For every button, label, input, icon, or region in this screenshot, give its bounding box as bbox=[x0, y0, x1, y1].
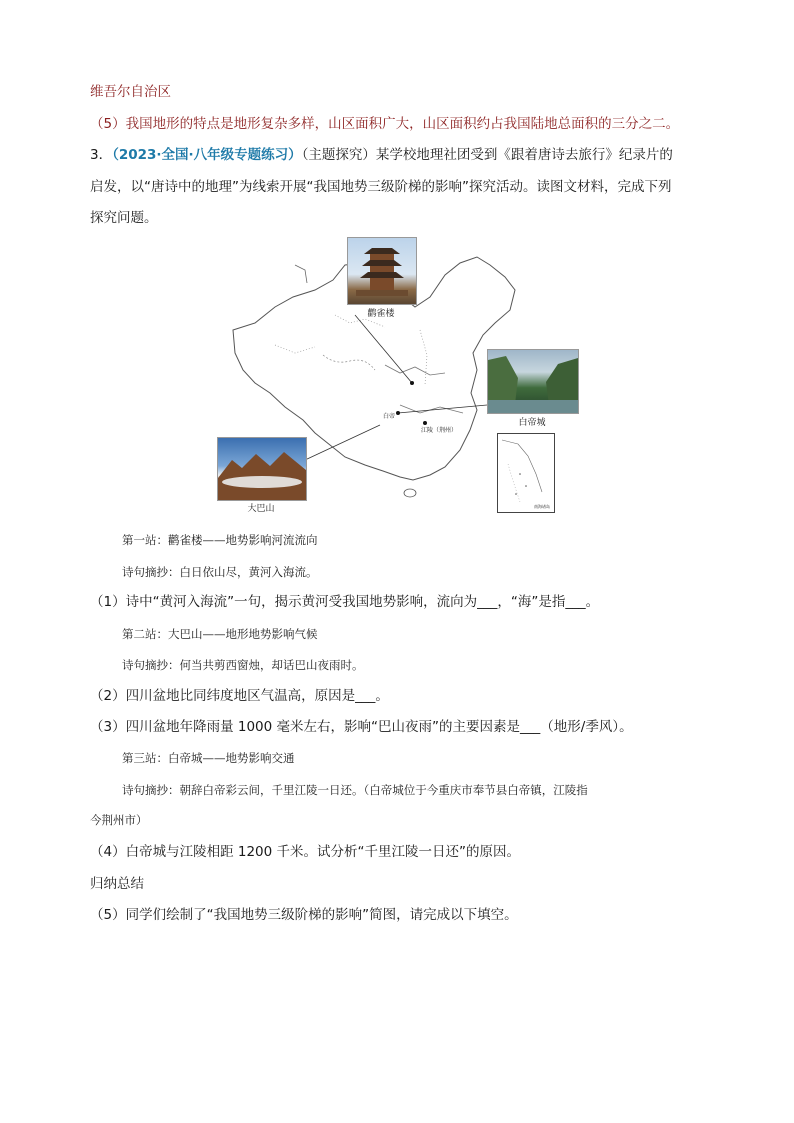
question-3-intro bbox=[90, 145, 673, 165]
jiangling-point-label: 江陵（荆州） bbox=[421, 427, 458, 434]
queque-tower-photo bbox=[347, 237, 417, 305]
station-2-poem: 诗句摘抄：何当共剪西窗烛，却话巴山夜雨时。 bbox=[122, 658, 364, 672]
station-3-poem-cont: 今荆州市） bbox=[90, 813, 148, 827]
question-source: （2023·全国·八年级专题练习） bbox=[112, 147, 302, 163]
dabashan-caption: 大巴山 bbox=[247, 504, 275, 514]
question-1: （1）诗中“黄河入海流”一句，揭示黄河受我国地势影响，流向为___，“海”是指___。 bbox=[90, 594, 600, 610]
baidi-point-label: 白帝 bbox=[383, 413, 396, 420]
question-3: （3）四川盆地年降雨量 1000 毫米左右，影响“巴山夜雨”的主要因素是___（地形/季风）。 bbox=[90, 719, 633, 735]
question-4: （4）白帝城与江陵相距 1200 千米。试分析“千里江陵一日还”的原因。 bbox=[90, 844, 521, 860]
answer-5: （5）我国地形的特点是地形复杂多样，山区面积广大，山区面积约占我国陆地总面积的三分之二。 bbox=[90, 116, 680, 132]
south-china-sea-inset bbox=[497, 433, 555, 513]
question-number: 3． bbox=[90, 147, 113, 163]
china-map-figure bbox=[215, 235, 585, 520]
inset-label: 南海诸岛 bbox=[534, 504, 550, 509]
question-intro-2: 启发，以“唐诗中的地理”为线索开展“我国地势三级阶梯的影响”探究活动。读图文材料，完成下列 bbox=[90, 179, 672, 195]
baidicheng-photo bbox=[487, 349, 579, 414]
station-3-title: 第三站：白帝城——地势影响交通 bbox=[122, 751, 295, 765]
station-3-poem: 诗句摘抄：朝辞白帝彩云间，千里江陵一日还。（白帝城位于今重庆市奉节县白帝镇，江陵指 bbox=[122, 783, 588, 797]
baidicheng-caption: 白帝城 bbox=[518, 418, 546, 428]
question-intro-3: 探究问题。 bbox=[90, 210, 158, 226]
station-2-title: 第二站：大巴山——地形地势影响气候 bbox=[122, 627, 318, 641]
question-intro-1: （主题探究）某学校地理社团受到《跟着唐诗去旅行》纪录片的 bbox=[301, 147, 673, 163]
station-1-poem: 诗句摘抄：白日依山尽，黄河入海流。 bbox=[122, 565, 318, 579]
region-text: 维吾尔自治区 bbox=[90, 84, 171, 100]
question-5: （5）同学们绘制了“我国地势三级阶梯的影响”简图，请完成以下填空。 bbox=[90, 907, 518, 923]
question-2: （2）四川盆地比同纬度地区气温高，原因是___。 bbox=[90, 688, 389, 704]
station-1-title: 第一站：鹳雀楼——地势影响河流流向 bbox=[122, 533, 318, 547]
queque-caption: 鹳雀楼 bbox=[367, 309, 395, 319]
dabashan-photo bbox=[217, 437, 307, 501]
summary-heading: 归纳总结 bbox=[90, 876, 144, 892]
